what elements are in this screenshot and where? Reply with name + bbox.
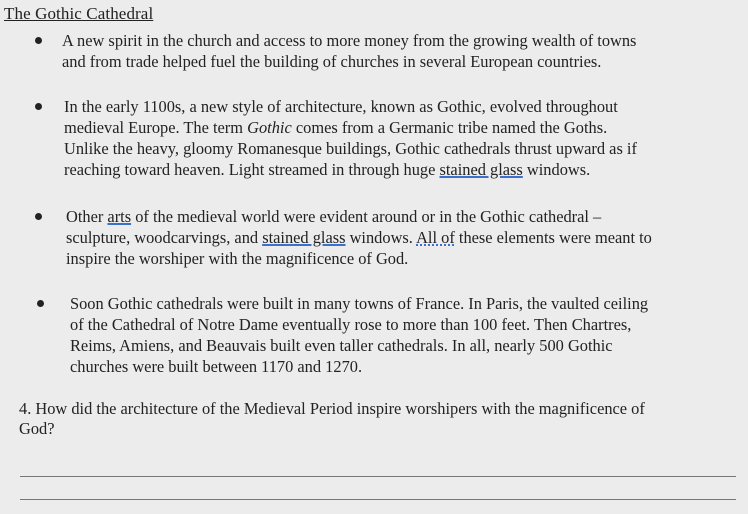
bullet-2-line-4: reaching toward heaven. Light streamed in through huge stained glass windows. xyxy=(64,160,591,179)
gothic-term: Gothic xyxy=(247,118,292,137)
bullet-4-line-2: of the Cathedral of Notre Dame eventually rose to more than 100 feet. Then Chartres, xyxy=(70,315,632,334)
spellcheck-underline: stained glass xyxy=(262,228,346,247)
bullet-4-line-4: churches were built between 1170 and 1270. xyxy=(70,357,363,376)
grammar-underline: All of xyxy=(416,228,455,247)
answer-line[interactable] xyxy=(20,499,736,500)
bullet-4-line-1: Soon Gothic cathedrals were built in many towns of France. In Paris, the vaulted ceiling xyxy=(70,294,649,313)
bullet-marker xyxy=(35,213,42,220)
bullet-3-line-1: Other arts of the medieval world were evident around or in the Gothic cathedral – xyxy=(66,207,602,226)
bullet-1-line-2: and from trade helped fuel the building of churches in several European countries. xyxy=(62,52,602,71)
spellcheck-underline: stained glass xyxy=(439,160,523,179)
bullet-3-line-3: inspire the worshiper with the magnificence of God. xyxy=(66,249,409,268)
bullet-2-line-2: medieval Europe. The term Gothic comes from a Germanic tribe named the Goths. xyxy=(64,118,608,137)
bullet-1-line-1: A new spirit in the church and access to more money from the growing wealth of towns xyxy=(62,31,637,50)
bullet-2-line-1: In the early 1100s, a new style of architecture, known as Gothic, evolved throughout xyxy=(64,97,618,116)
bullet-marker xyxy=(35,37,42,44)
spellcheck-underline: arts xyxy=(107,207,132,226)
bullet-3-line-2: sculpture, woodcarvings, and stained glass windows. All of these elements were meant to xyxy=(66,228,652,247)
document-title: The Gothic Cathedral xyxy=(4,4,154,23)
question-line-2: God? xyxy=(19,419,55,438)
bullet-2-line-3: Unlike the heavy, gloomy Romanesque buildings, Gothic cathedrals thrust upward as if xyxy=(64,139,637,158)
bullet-4-line-3: Reims, Amiens, and Beauvais built even taller cathedrals. In all, nearly 500 Gothic xyxy=(70,336,613,355)
question-line-1: 4. How did the architecture of the Medieval Period inspire worshipers with the magnificence of xyxy=(19,399,645,418)
answer-line[interactable] xyxy=(20,476,736,477)
question-4 xyxy=(19,399,739,439)
bullet-marker xyxy=(35,103,42,110)
bullet-marker xyxy=(37,300,44,307)
